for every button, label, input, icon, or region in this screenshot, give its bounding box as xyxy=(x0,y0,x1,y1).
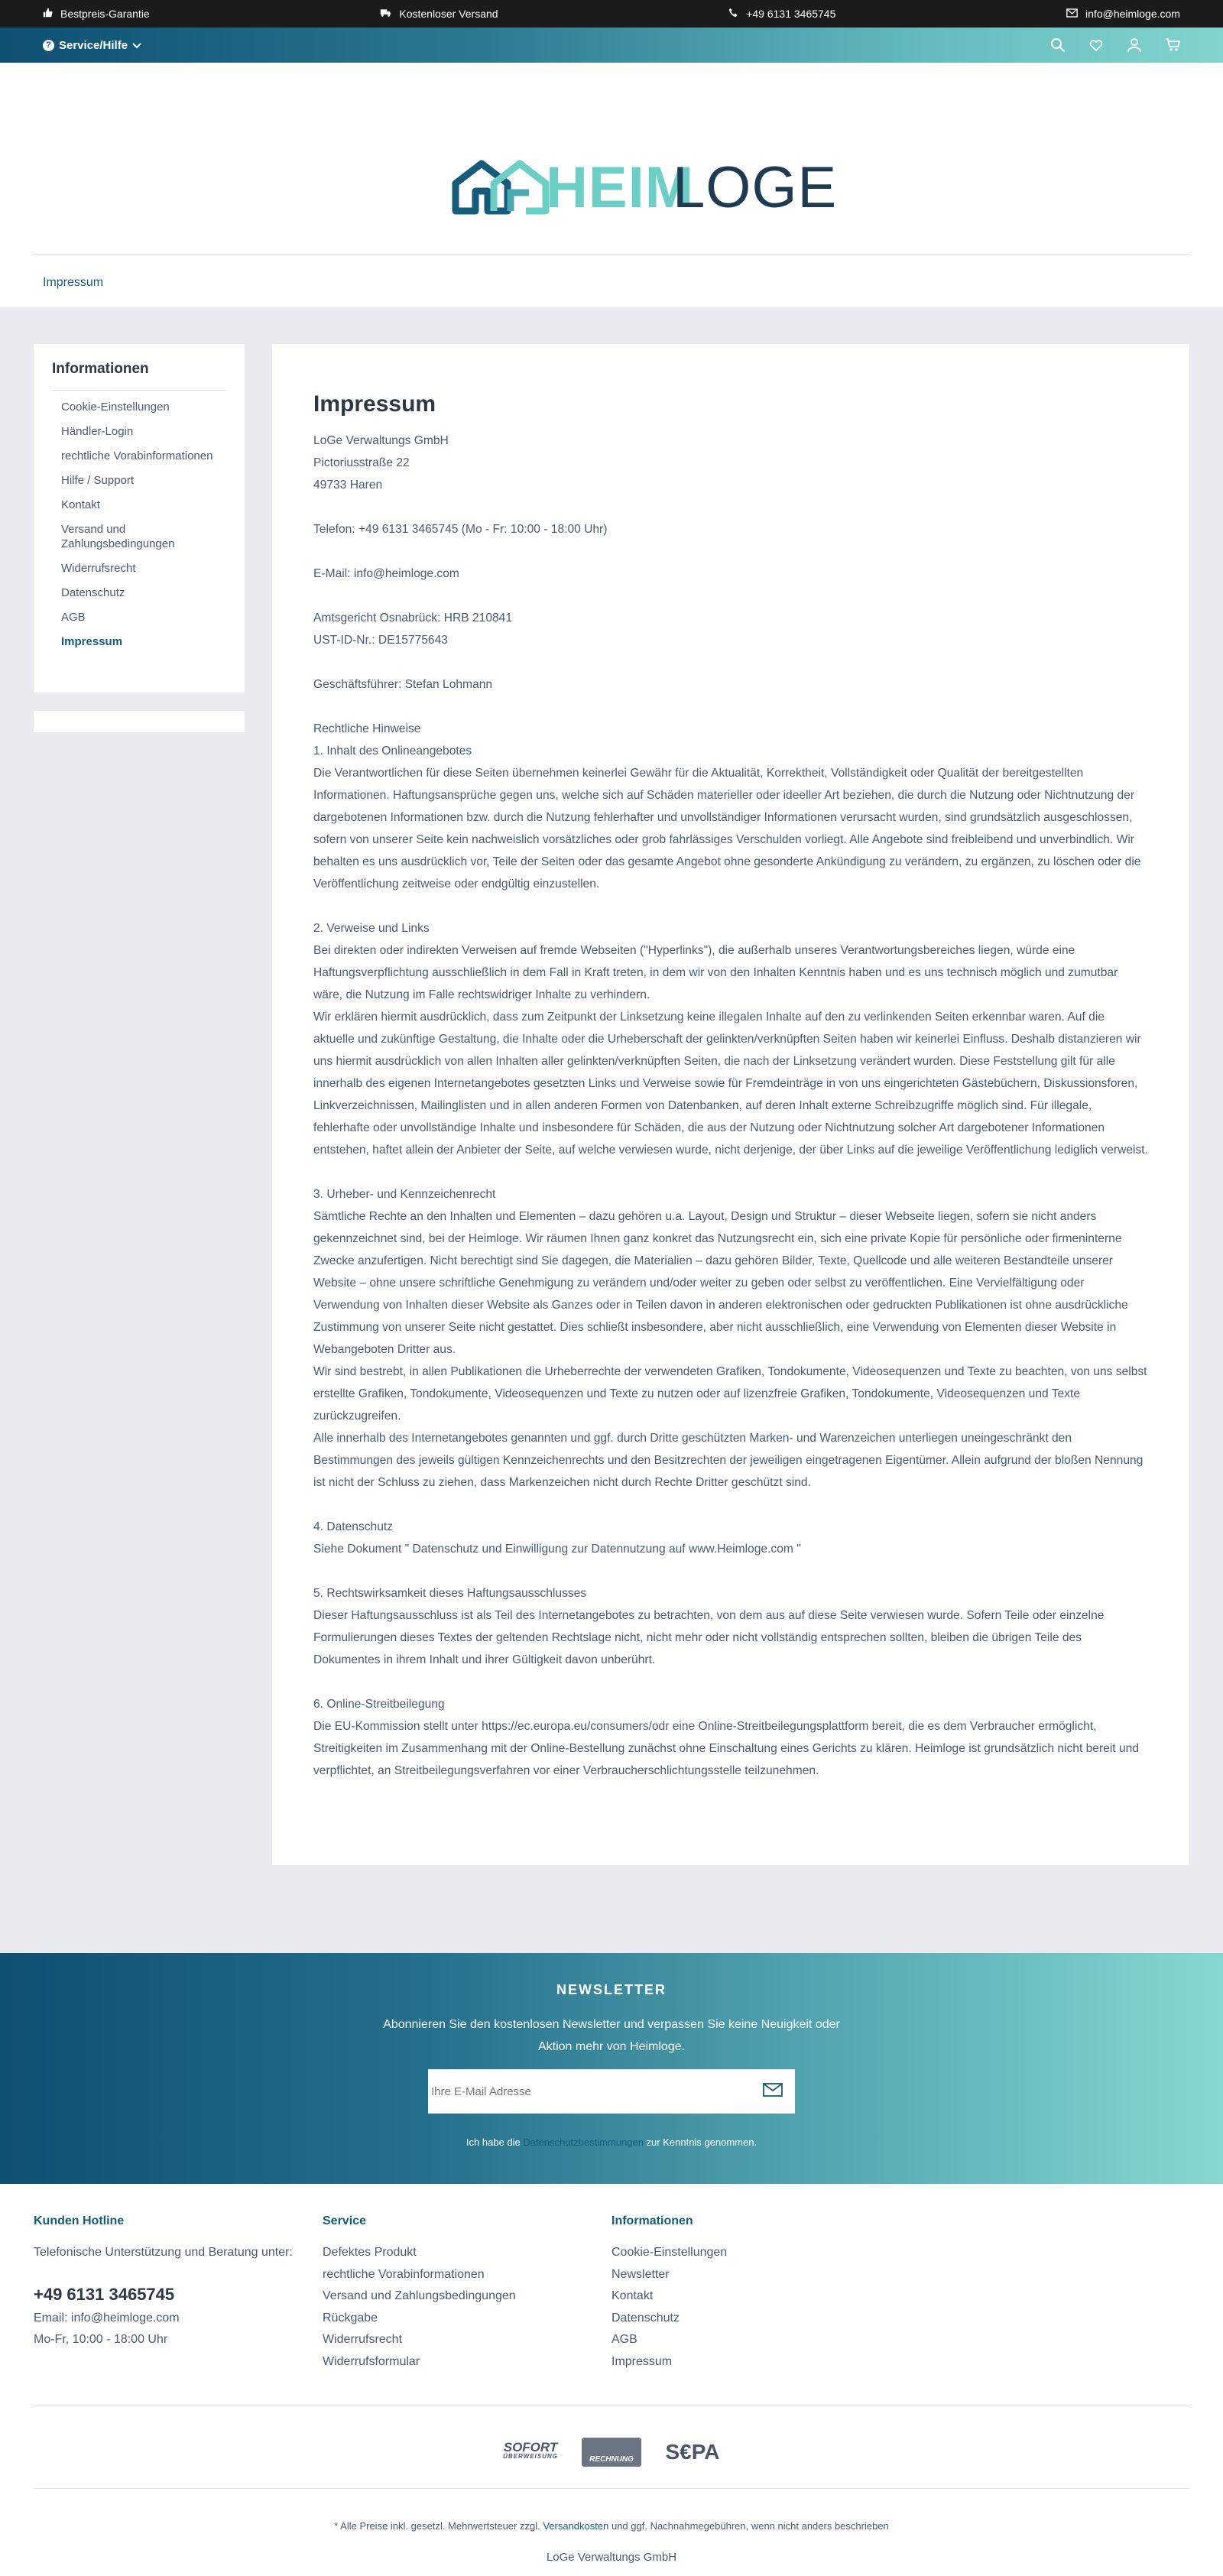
address-line: Pictoriusstraße 22 xyxy=(313,456,410,469)
page-title: Impressum xyxy=(313,391,436,417)
newsletter-title: NEWSLETTER xyxy=(556,1982,667,1997)
address-line: 49733 Haren xyxy=(313,479,383,492)
chevron-down-icon xyxy=(132,39,141,52)
usp-phone[interactable]: +49 6131 3465745 xyxy=(728,8,835,20)
newsletter-email-input[interactable] xyxy=(431,2085,737,2098)
sidebar-title: Informationen xyxy=(52,361,226,391)
top-bar xyxy=(0,0,1223,28)
section-title: 5. Rechtswirksamkeit dieses Haftungsausschlusses xyxy=(313,1587,587,1600)
section-text: Wir sind bestrebt, in allen Publikationen die Urheberrechte der verwendeten Grafiken, Tondokumente, Videosequenzen und Texte zu beachten, von uns selbst erstellte Grafiken, Tondokumente, Videosequenzen und Texte zu nutzen oder auf lizenzfreie Grafiken, Tondokumente, Videosequenzen und Texte zurückzugreifen. xyxy=(313,1365,1147,1423)
footer-link[interactable]: Rückgabe xyxy=(323,2311,378,2325)
house-logo-icon xyxy=(451,157,550,219)
payment-methods xyxy=(0,2438,1223,2467)
sidebar-item-rechtliche-vorabinformationen[interactable]: rechtliche Vorabinformationen xyxy=(61,449,213,462)
newsletter-subtitle: Aktion mehr von Heimloge. xyxy=(537,2040,686,2053)
footer-divider xyxy=(34,2488,1189,2489)
register-court: Amtsgericht Osnabrück: HRB 210841 xyxy=(313,612,513,625)
legal-heading: Rechtliche Hinweise xyxy=(313,722,421,735)
sidebar-informationen xyxy=(34,344,245,693)
newsletter-consent: Ich habe die Datenschutzbestimmungen zur Kenntnis genommen. xyxy=(466,2136,757,2148)
footer-link[interactable]: AGB xyxy=(612,2333,637,2346)
footer-link[interactable]: Widerrufsrecht xyxy=(323,2333,403,2346)
footer-link[interactable]: Impressum xyxy=(612,2354,673,2368)
sidebar-secondary-box xyxy=(34,711,245,732)
sidebar-item-versand[interactable]: Versand und Zahlungsbedingungen xyxy=(61,523,175,550)
section-title: 3. Urheber- und Kennzeichenrecht xyxy=(313,1188,496,1201)
shipping-costs-link[interactable]: Versandkosten xyxy=(543,2520,609,2532)
section-title: 4. Datenschutz xyxy=(313,1520,394,1533)
usp-bestpreis: Bestpreis-Garantie xyxy=(43,8,150,20)
cart-icon[interactable] xyxy=(1165,37,1180,53)
heart-icon[interactable] xyxy=(1088,37,1104,53)
footer-informationen xyxy=(612,2214,871,2373)
site-footer xyxy=(0,2184,1223,2576)
usp-versand: Kostenloser Versand xyxy=(380,8,498,20)
newsletter-section xyxy=(0,1953,1223,2184)
sidebar-item-kontakt[interactable]: Kontakt xyxy=(61,498,100,511)
sofort-logo: SOFORT ÜBERWEISUNG xyxy=(503,2440,558,2460)
footer-hotline xyxy=(34,2214,309,2351)
hotline-hours: Mo-Fr, 10:00 - 18:00 Uhr xyxy=(34,2333,168,2346)
section-text: Sämtliche Rechte an den Inhalten und Elementen – dazu gehören u.a. Layout, Design und Struktur – dieser Webseite liegen, sofern sie nicht anders gekennzeichnet sind, bei der Heimloge. Wir räumen Ihnen ganz konkret das Nutzungsrecht ein, sich eine private Kopie für persönliche oder firmeninterne Zwecke anzufertigen. Nicht berechtigt sind Sie dagegen, die Materialien – dazu gehören Bilder, Texte, Quellcode und alle weiteren Bestandteile unserer Website – ohne unsere schriftliche Genehmigung zu verändern und/oder weiter zu geben oder selbst zu veröffentlichen. Eine Vervielfältigung oder Verwendung von Inhalten dieser Website als Ganzes oder in Teilen davon in anderen elektronischen oder gedruckten Publikationen ist ohne ausdrückliche Zustimmung von unserer Seite nicht gestattet. Dies schließt insbesondere, aber nicht ausschließlich, eine Verwendung von Elementen dieser Website in Webangeboten Dritter aus. xyxy=(313,1210,1128,1356)
search-icon[interactable] xyxy=(1050,37,1066,53)
section-text: Siehe Dokument " Datenschutz und Einwilligung zur Datennutzung auf www.Heimloge.com " xyxy=(313,1543,801,1556)
mail-icon[interactable] xyxy=(763,2083,783,2101)
impressum-content xyxy=(272,344,1189,1865)
usp-mail[interactable]: info@heimloge.com xyxy=(1066,8,1180,20)
phone-icon xyxy=(728,8,738,20)
section-text: Die EU-Kommission stellt unter https://ec.europa.eu/consumers/odr eine Online-Streitbeilegungsplattform bereit, die es dem Verbraucher ermöglicht, Streitigkeiten im Zusammenhang mit der Online-Bestellung zunächst ohne Einschaltung eines Gerichts zu klären. Heimloge ist grundsätzlich nicht bereit und verpflichtet, an Streitbeilegungsverfahren vor einer Verbraucherschlichtungsstelle teilzunehmen. xyxy=(313,1720,1139,1777)
footer-link[interactable]: Widerrufsformular xyxy=(323,2354,420,2368)
footer-link[interactable]: Defektes Produkt xyxy=(323,2246,417,2259)
phone-text: Telefon: +49 6131 3465745 (Mo - Fr: 10:00 - 18:00 Uhr) xyxy=(313,523,608,536)
section-title: 1. Inhalt des Onlineangebotes xyxy=(313,745,472,758)
section-text: Die Verantwortlichen für diese Seiten übernehmen keinerlei Gewähr für die Aktualität, Korrektheit, Vollständigkeit oder Qualität der bereitgestellten Informationen. Haftungsansprüche gegen uns, welche sich auf Schäden materieller oder ideeller Art beziehen, die durch die Nutzung oder Nichtnutzung der dargebotenen Informationen bzw. durch die Nutzung fehlerhafter und unvollständiger Informationen verursacht wurden, sind grundsätzlich ausgeschlossen, sofern von unserer Seite kein nachweislich vorsätzliches oder grob fahrlässiges Verschulden vorliegt. Alle Angebote sind freibleibend und unverbindlich. Wir behalten es uns ausdrücklich vor, Teile der Seiten oder das gesamte Angebot ohne gesonderte Ankündigung zu verändern, zu ergänzen, zu löschen oder die Veröffentlichung zeitweise oder endgültig einzustellen. xyxy=(313,767,1141,891)
sidebar-item-datenschutz[interactable]: Datenschutz xyxy=(61,586,125,599)
mail-icon xyxy=(1066,8,1078,20)
heimloge-logo[interactable]: HEIM LOGE xyxy=(451,154,772,222)
footer-info-title: Informationen xyxy=(612,2214,693,2227)
email-text: E-Mail: info@heimloge.com xyxy=(313,567,459,580)
hotline-number[interactable]: +49 6131 3465745 xyxy=(34,2285,175,2304)
sidebar-item-hilfe-support[interactable]: Hilfe / Support xyxy=(61,474,135,487)
header-actions xyxy=(1050,37,1180,53)
footer-link[interactable]: Kontakt xyxy=(612,2289,654,2302)
address-line: LoGe Verwaltungs GmbH xyxy=(313,434,449,447)
section-text: Alle innerhalb des Internetangebotes genannten und ggf. durch Dritte geschützten Marken- und Warenzeichen unterliegen uneingeschränkt den Bestimmungen des jeweils gültigen Kennzeichenrechts und den Besitzrechten der jeweiligen eingetragenen Eigentümer. Allein aufgrund der bloßen Nennung ist nicht der Schluss zu ziehen, dass Markenzeichen nicht durch Rechte Dritter geschützt sind. xyxy=(313,1432,1144,1489)
managing-director: Geschäftsführer: Stefan Lohmann xyxy=(313,678,493,691)
section-text: Wir erklären hiermit ausdrücklich, dass zum Zeitpunkt der Linksetzung keine illegalen Inhalte auf den zu verlinkenden Seiten erkennbar waren. Auf die aktuelle und zukünftige Gestaltung, die Inhalte oder die Urheberschaft der gelinkten/verknüpften Seiten haben wir keinerlei Einfluss. Deshalb distanzieren wir uns hiermit ausdrücklich von allen Inhalten aller gelinkten/verknüpften Seiten, die nach der Linksetzung verändert wurden. Diese Feststellung gilt für alle innerhalb des eigenen Internetangebotes gesetzten Links und Verweise sowie für Fremdeinträge in von uns eingerichteten Gästebüchern, Diskussionsforen, Linkverzeichnissen, Mailinglisten und in allen anderen Formen von Datenbanken, auf deren Inhalt externe Schreibzugriffe möglich sind. Für illegale, fehlerhafte oder unvollständige Inhalte und insbesondere für Schäden, die aus der Nutzung oder Nichtnutzung solcher Art dargebotener Informationen entstehen, haftet allein der Anbieter der Seite, auf welche verwiesen wurde, nicht derjenige, der über Links auf die jeweilige Veröffentlichung lediglich verweist. xyxy=(313,1011,1148,1157)
section-title: 2. Verweise und Links xyxy=(313,922,430,935)
footer-link[interactable]: Datenschutz xyxy=(612,2311,680,2325)
section-text: Bei direkten oder indirekten Verweisen auf fremde Webseiten ("Hyperlinks"), die außerhalb unseres Verantwortungsbereiches liegen, würde eine Haftungsverpflichtung ausschließlich in dem Fall in Kraft treten, in dem wir von den Inhalten Kenntnis haben und es uns technisch möglich und zumutbar wäre, die Nutzung im Falle rechtswidriger Inhalte zu verhindern. xyxy=(313,944,1118,1001)
newsletter-form xyxy=(428,2069,795,2114)
footer-hotline-title: Kunden Hotline xyxy=(34,2214,125,2227)
header-divider xyxy=(34,254,1189,255)
footer-link[interactable]: rechtliche Vorabinformationen xyxy=(323,2267,485,2281)
service-help-dropdown[interactable]: ? Service/Hilfe xyxy=(43,39,141,52)
footer-service xyxy=(323,2214,582,2373)
privacy-link[interactable]: Datenschutzbestimmungen xyxy=(523,2136,644,2148)
newsletter-subtitle: Abonnieren Sie den kostenlosen Newsletter und verpassen Sie keine Neuigkeit oder xyxy=(383,2018,840,2031)
hotline-email[interactable]: Email: info@heimloge.com xyxy=(34,2312,180,2325)
section-title: 6. Online-Streitbeilegung xyxy=(313,1698,445,1711)
truck-icon xyxy=(380,8,391,20)
vat-notice: * Alle Preise inkl. gesetzl. Mehrwertsteuer zzgl. Versandkosten und ggf. Nachnahmegebühren, wenn nicht anders beschrieben xyxy=(334,2520,889,2532)
sepa-logo: S€PA xyxy=(665,2440,720,2464)
hotline-text: Telefonische Unterstützung und Beratung unter: xyxy=(34,2246,293,2259)
sidebar-item-cookie-einstellungen[interactable]: Cookie-Einstellungen xyxy=(61,401,170,414)
section-text: Dieser Haftungsausschluss ist als Teil des Internetangebotes zu betrachten, von dem aus auf diese Seite verwiesen wurde. Sofern Teile oder einzelne Formulierungen dieses Textes der geltenden Rechtslage nicht, nicht mehr oder nicht vollständig entsprechen sollten, bleiben die übrigen Teile des Dokumentes in ihrem Inhalt und ihrer Gültigkeit davon unberührt. xyxy=(313,1609,1105,1666)
breadcrumb-item-impressum[interactable]: Impressum xyxy=(43,276,104,289)
sidebar-list xyxy=(52,400,226,649)
help-icon: ? xyxy=(43,40,54,51)
service-bar xyxy=(0,28,1223,63)
sidebar-item-widerrufsrecht[interactable]: Widerrufsrecht xyxy=(61,562,136,575)
rechnung-logo: RECHNUNG xyxy=(582,2438,641,2467)
company-name: LoGe Verwaltungs GmbH xyxy=(546,2551,677,2564)
sidebar-item-impressum[interactable]: Impressum xyxy=(61,635,123,648)
footer-link[interactable]: Newsletter xyxy=(612,2267,670,2281)
thumbs-up-icon xyxy=(43,8,53,20)
vat-id: UST-ID-Nr.: DE15775643 xyxy=(313,634,448,647)
breadcrumb xyxy=(34,261,1189,304)
footer-link[interactable]: Versand und Zahlungsbedingungen xyxy=(323,2289,516,2302)
user-icon[interactable] xyxy=(1127,37,1142,53)
sidebar-item-haendler-login[interactable]: Händler-Login xyxy=(61,425,134,438)
sidebar-item-agb[interactable]: AGB xyxy=(61,611,86,624)
footer-link[interactable]: Cookie-Einstellungen xyxy=(612,2246,728,2259)
footer-service-title: Service xyxy=(323,2214,366,2227)
